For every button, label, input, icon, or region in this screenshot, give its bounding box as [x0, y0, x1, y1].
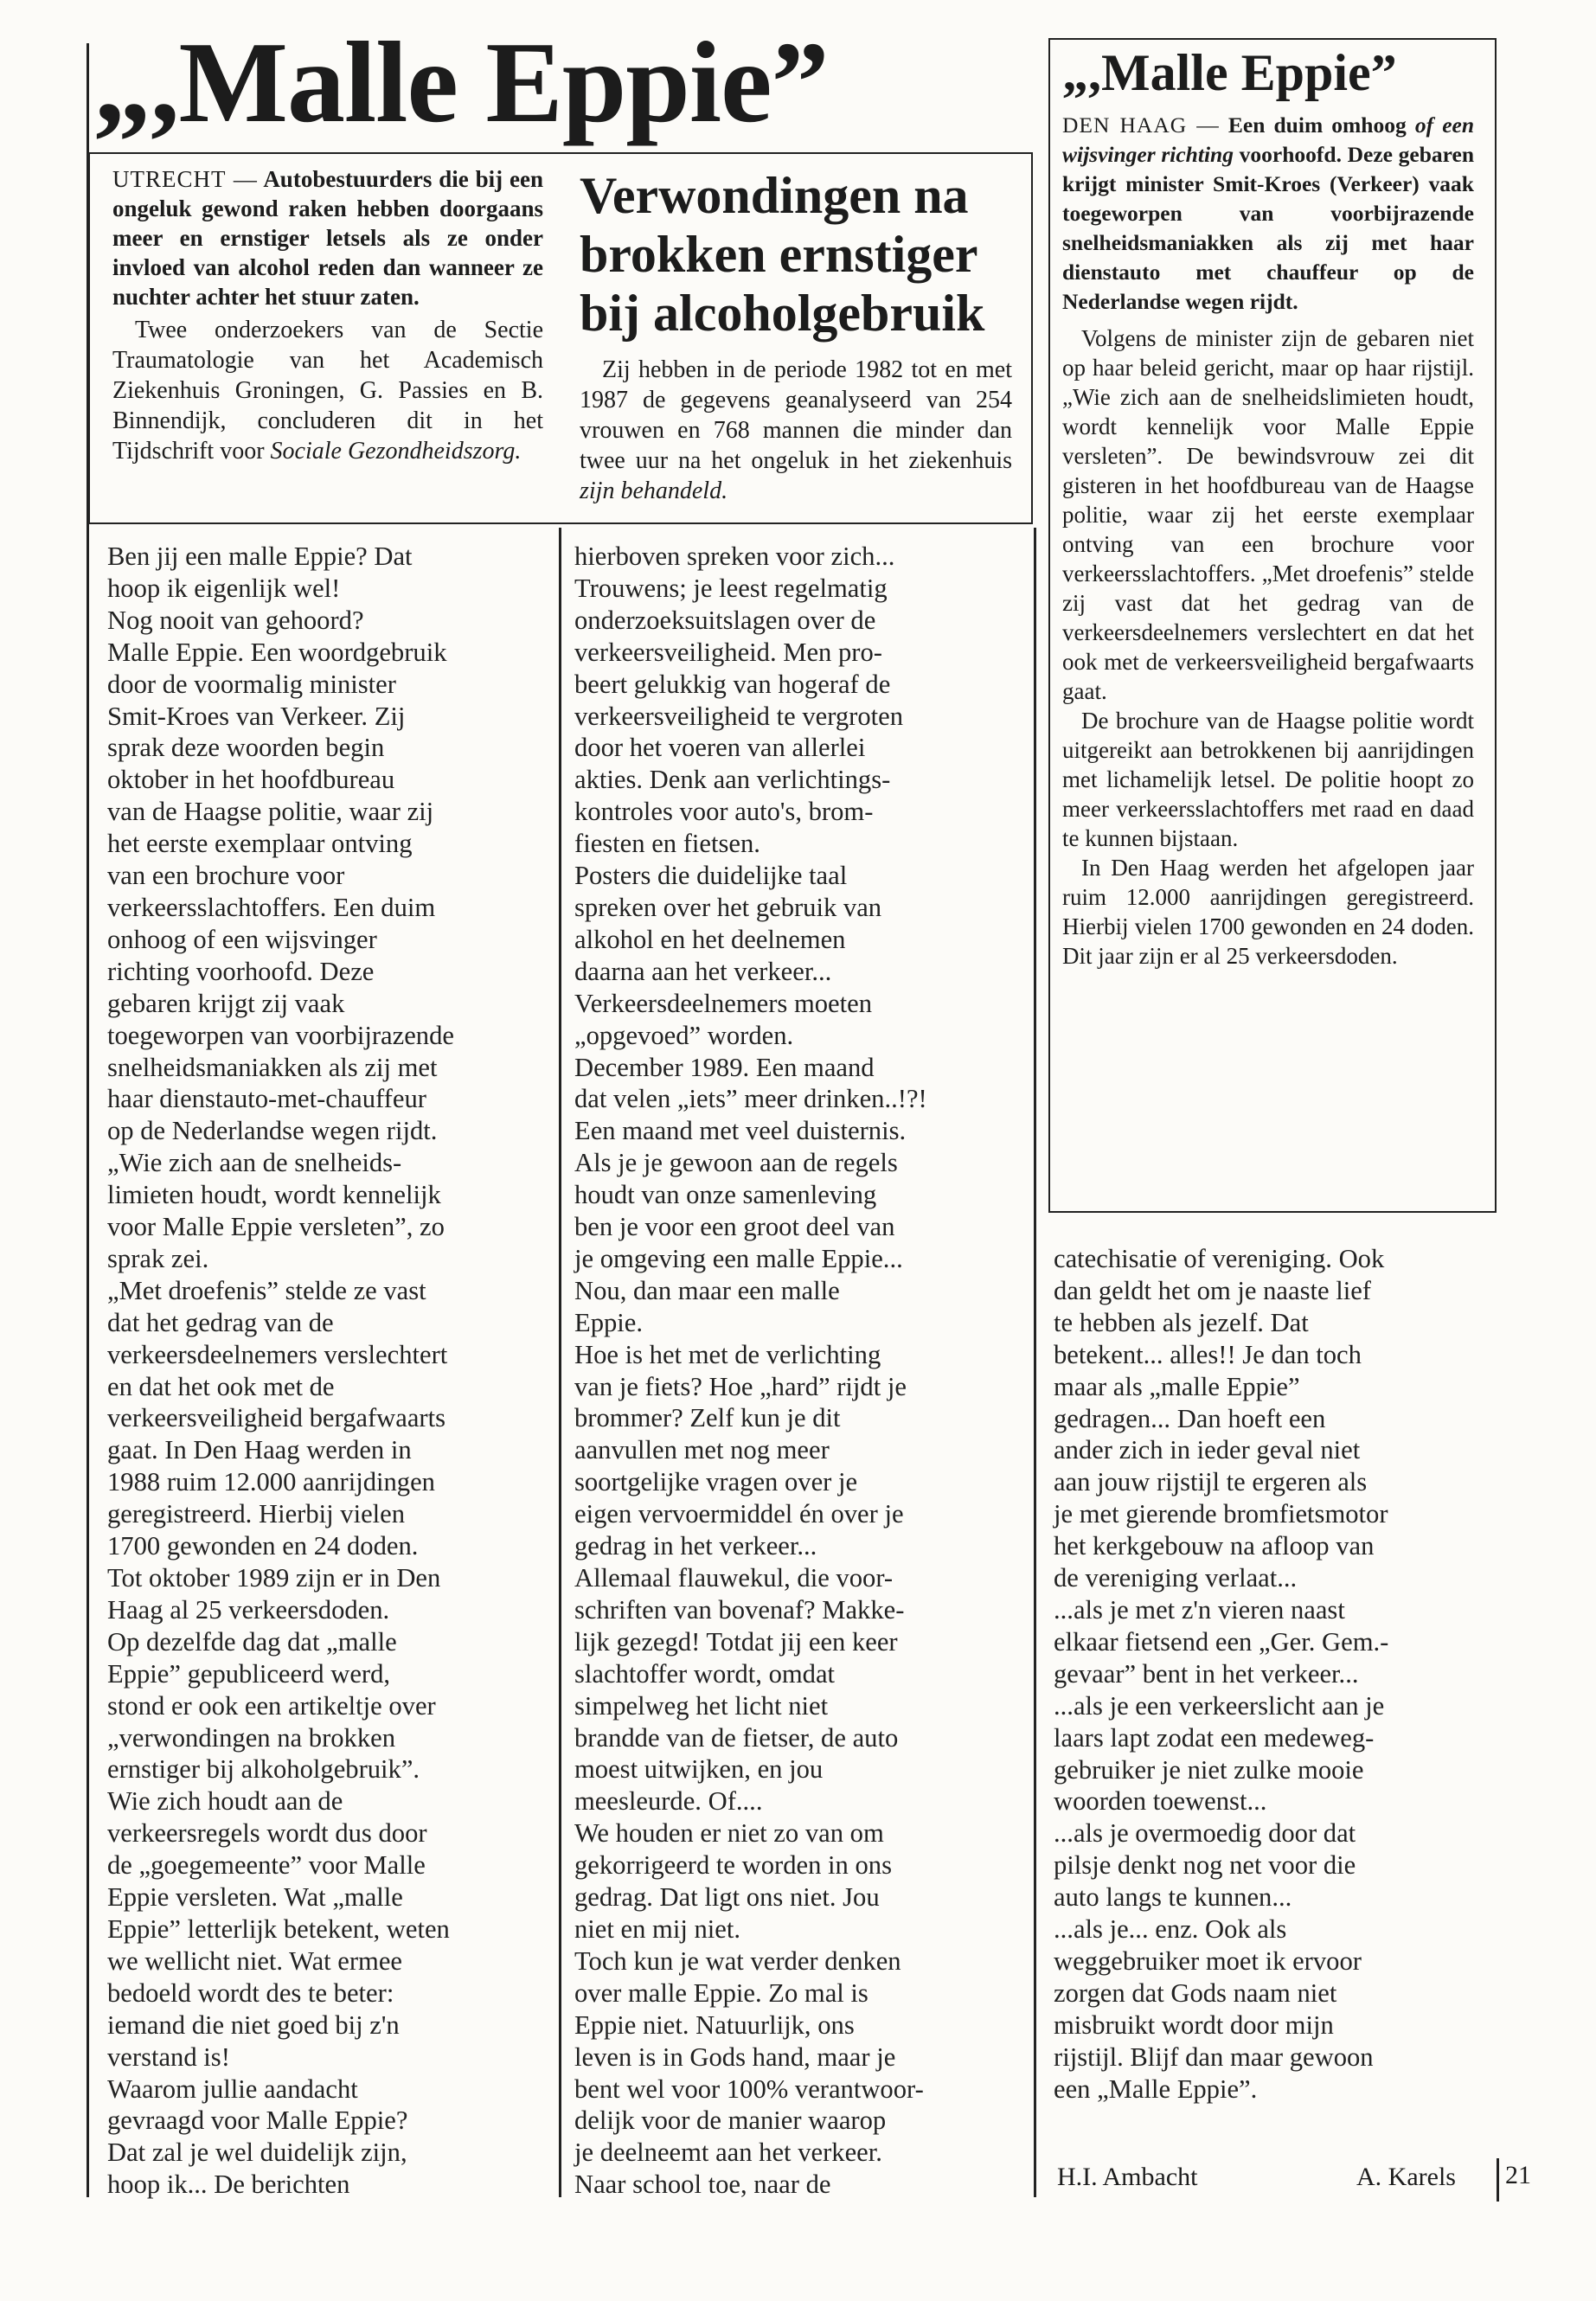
text-line: voor Malle Eppie versleten”, zo — [107, 1212, 445, 1242]
text-line: akties. Denk aan verlichtings- — [574, 765, 891, 795]
footer-place: H.I. Ambacht — [1057, 2163, 1198, 2191]
clipping-body-2-text: Zij hebben in de periode 1982 tot en met 1987 de gegevens geanalyseerd van 254 vrouwen en 768 mannen die minder dan twee uur na het ongeluk in het ziekenhuis — [580, 356, 1012, 474]
text-line: sprak zei. — [107, 1243, 209, 1273]
text-line: geregistreerd. Hierbij vielen — [107, 1499, 406, 1529]
text-line: rijstijl. Blijf dan maar gewoon — [1054, 2041, 1374, 2072]
sidebar-paragraph-3: In Den Haag werden het afgelopen jaar ruim 12.000 aanrijdingen geregistreerd. Hierbij vielen 1700 gewonden en 24 doden. Dit jaar zijn er al 25 verkeersdoden. — [1062, 855, 1474, 969]
text-line: Naar school toe, naar de — [574, 2170, 831, 2200]
text-line: over malle Eppie. Zo mal is — [574, 1977, 869, 2008]
text-line: verstand is! — [107, 2041, 230, 2072]
text-line: beert gelukkig van hogeraf de — [574, 669, 891, 699]
text-line: Posters die duidelijke taal — [574, 861, 848, 891]
text-line: December 1989. Een maand — [574, 1052, 875, 1082]
text-line: het kerkgebouw na afloop van — [1054, 1531, 1375, 1561]
text-line: hoop ik eigenlijk wel! — [107, 573, 341, 603]
text-line: verkeersveiligheid. Men pro- — [574, 637, 882, 667]
text-line: Smit-Kroes van Verkeer. Zij — [107, 701, 406, 731]
text-line: misbruikt wordt door mijn — [1054, 2009, 1334, 2040]
text-line: ...als je met z'n vieren naast — [1054, 1594, 1345, 1625]
text-line: lijk gezegd! Totdat jij een keer — [574, 1626, 898, 1657]
text-line: eigen vervoermiddel én over je — [574, 1499, 904, 1529]
text-line: gekorrigeerd te worden in ons — [574, 1850, 893, 1881]
text-line: van een brochure voor — [107, 861, 345, 891]
text-line: je met gierende bromfietsmotor — [1054, 1499, 1388, 1529]
article-column-3 — [1054, 1243, 1486, 2105]
clipping-body-2-italic: zijn behandeld. — [580, 478, 728, 504]
text-line: woorden toewenst... — [1054, 1786, 1267, 1817]
text-line: houdt van onze samenleving — [574, 1180, 877, 1210]
text-line: niet en mij niet. — [574, 1913, 741, 1944]
footer-author: A. Karels — [1356, 2163, 1456, 2191]
text-line: bedoeld wordt des te beter: — [107, 1977, 394, 2008]
clipping-body-2 — [580, 355, 1012, 506]
text-line: auto langs te kunnen... — [1054, 1882, 1292, 1913]
text-line: pilsje denkt nog net voor die — [1054, 1850, 1356, 1881]
text-line: kontroles voor auto's, brom- — [574, 797, 874, 827]
clipping-lead-text: Autobestuurders die bij een ongeluk gewond raken hebben doorgaans meer en ernstiger letsels als ze onder invloed van alcohol reden dan wanneer ze nuchter achter het stuur zaten. — [112, 166, 543, 310]
text-line: Eppie versleten. Wat „malle — [107, 1882, 403, 1913]
text-line: verkeersdeelnemers verslechtert — [107, 1339, 448, 1369]
text-line: ernstiger bij alkoholgebruik”. — [107, 1754, 420, 1785]
text-line: de vereniging verlaat... — [1054, 1563, 1298, 1593]
text-line: spreken over het gebruik van — [574, 892, 882, 922]
sidebar-title: „,Malle Eppie” — [1062, 44, 1397, 101]
sidebar-lead — [1062, 111, 1474, 317]
text-line: verkeersslachtoffers. Een duim — [107, 892, 436, 922]
clipping-lead-place: UTRECHT — — [112, 166, 258, 192]
text-line: hierboven spreken voor zich... — [574, 542, 895, 571]
text-line: Op dezelfde dag dat „malle — [107, 1626, 397, 1657]
text-line: gedragen... Dan hoeft een — [1054, 1403, 1326, 1433]
article-column-2 — [574, 541, 1024, 2201]
clipping-body-1-text: Twee onderzoekers van de Sectie Traumatologie van het Academisch Ziekenhuis Groningen, G. Passies en B. Binnendijk, concluderen dit in het Tijdschrift voor — [112, 317, 543, 465]
text-line: brommer? Zelf kun je dit — [574, 1403, 841, 1433]
text-line: richting voorhoofd. Deze — [107, 956, 375, 986]
text-line: toegeworpen van voorbijrazende — [107, 1020, 454, 1050]
text-line: simpelweg het licht niet — [574, 1690, 829, 1721]
text-line: soortgelijke vragen over je — [574, 1467, 858, 1497]
column-rule-1 — [559, 528, 561, 2197]
text-line: „opgevoed” worden. — [574, 1020, 794, 1050]
text-line: daarna aan het verkeer... — [574, 956, 832, 986]
text-line: elkaar fietsend een „Ger. Gem.- — [1054, 1626, 1389, 1657]
sidebar-inner — [1062, 44, 1475, 971]
text-line: Malle Eppie. Een woordgebruik — [107, 637, 447, 667]
text-line: gedrag. Dat ligt ons niet. Jou — [574, 1882, 880, 1913]
text-line: We houden er niet zo van om — [574, 1818, 884, 1849]
text-line: gedrag in het verkeer... — [574, 1531, 817, 1561]
text-line: moest uitwijken, en jou — [574, 1754, 824, 1785]
text-line: ...als je... enz. Ook als — [1054, 1914, 1287, 1945]
clipping-left-column — [112, 164, 543, 466]
text-line: gaat. In Den Haag werden in — [107, 1435, 412, 1465]
text-line: „verwondingen na brokken — [107, 1722, 396, 1753]
page-number: 21 — [1505, 2161, 1531, 2189]
text-line: door het voeren van allerlei — [574, 733, 866, 763]
text-line: fiesten en fietsen. — [574, 829, 760, 859]
text-line: te hebben als jezelf. Dat — [1054, 1307, 1309, 1337]
text-line: meesleurde. Of.... — [574, 1786, 763, 1817]
text-line: dan geldt het om je naaste lief — [1054, 1275, 1371, 1305]
text-line: Ben jij een malle Eppie? Dat — [107, 542, 413, 571]
text-line: onderzoeksuitslagen over de — [574, 605, 876, 635]
text-line: verkeersveiligheid bergafwaarts — [107, 1403, 446, 1433]
sidebar-paragraph-2: De brochure van de Haagse politie wordt uitgereikt aan betrokkenen bij aanrijdingen met lichamelijk letsel. De politie hoopt zo meer verkeersslachtoffers met raad en daad te kunnen bijstaan. — [1062, 708, 1474, 851]
text-line: iemand die niet goed bij z'n — [107, 2009, 400, 2040]
clipping-headline: Verwondingen na brokken ernstiger bij alcoholgebruik — [580, 167, 985, 342]
text-line: je omgeving een malle Eppie... — [574, 1243, 903, 1273]
text-line: Hoe is het met de verlichting — [574, 1339, 881, 1369]
news-clipping — [88, 152, 1033, 524]
text-line: we wellicht niet. Wat ermee — [107, 1945, 403, 1976]
text-line: 1988 ruim 12.000 aanrijdingen — [107, 1467, 435, 1497]
text-line: het eerste exemplaar ontving — [107, 829, 413, 859]
text-line: verkeersveiligheid te vergroten — [574, 701, 904, 731]
text-line: op de Nederlandse wegen rijdt. — [107, 1116, 438, 1146]
text-line: brandde van de fietser, de auto — [574, 1722, 899, 1753]
clipping-body-1 — [112, 315, 543, 466]
text-line: Een maand met veel duisternis. — [574, 1116, 907, 1146]
text-line: dat het gedrag van de — [107, 1307, 334, 1337]
text-line: onhoog of een wijsvinger — [107, 924, 377, 954]
text-line: Eppie. — [574, 1307, 644, 1337]
text-line: van de Haagse politie, waar zij — [107, 797, 434, 827]
text-line: schriften van bovenaf? Makke- — [574, 1594, 905, 1625]
sidebar-lead-text-1: Een duim omhoog — [1227, 112, 1407, 138]
text-line: haar dienstauto-met-chauffeur — [107, 1084, 426, 1114]
text-line: laars lapt zodat een medeweg- — [1054, 1722, 1375, 1753]
article-column-1 — [107, 541, 540, 2201]
clipping-right-column — [580, 166, 1012, 506]
text-line: maar als „malle Eppie” — [1054, 1371, 1300, 1401]
text-line: Nou, dan maar een malle — [574, 1275, 840, 1305]
text-line: door de voormalig minister — [107, 669, 396, 699]
text-line: Trouwens; je leest regelmatig — [574, 573, 888, 603]
text-line: „Met droefenis” stelde ze vast — [107, 1275, 426, 1305]
page-title: „,Malle Eppie” — [93, 18, 829, 146]
text-line: leven is in Gods hand, maar je — [574, 2041, 896, 2072]
text-line: gevraagd voor Malle Eppie? — [107, 2106, 408, 2136]
text-line: gevaar” bent in het verkeer... — [1054, 1658, 1359, 1689]
text-line: weggebruiker moet ik ervoor — [1054, 1945, 1362, 1976]
page-number-rule — [1497, 2158, 1499, 2202]
column-rule-2 — [1034, 528, 1036, 2197]
text-line: Tot oktober 1989 zijn er in Den — [107, 1563, 441, 1593]
text-line: betekent... alles!! Je dan toch — [1054, 1339, 1362, 1369]
text-line: gebaren krijgt zij vaak — [107, 988, 345, 1018]
text-line: Als je je gewoon aan de regels — [574, 1148, 898, 1178]
text-line: Nog nooit van gehoord? — [107, 605, 364, 635]
clipping-body-1-italic: Sociale Gezondheidszorg. — [270, 438, 522, 465]
clipping-lead — [112, 164, 543, 311]
sidebar-clipping — [1048, 38, 1497, 1213]
text-line: je deelneemt aan het verkeer. — [574, 2138, 882, 2168]
text-line: aan jouw rijstijl te ergeren als — [1054, 1467, 1368, 1497]
text-line: Eppie” letterlijk betekent, weten — [107, 1913, 450, 1944]
sidebar-paragraph-1: Volgens de minister zijn de gebaren niet op haar beleid gericht, maar op haar rijstijl. „Wie zich aan de snelheidslimieten houdt, wordt kennelijk voor Malle Eppie versleten”. De bewindsvrouw zei dit gisteren in het hoofdbureau van de Haagse politie, waar zij het eerste exemplaar ontving van een brochure voor verkeersslachtoffers. „Met droefenis” stelde zij vast dat het gedrag van de verkeersdeelnemers verslechtert en dat het ook met de verkeersveiligheid bergafwaarts gaat. — [1062, 325, 1474, 704]
text-line: ander zich in ieder geval niet — [1054, 1435, 1361, 1465]
text-line: Haag al 25 verkeersdoden. — [107, 1594, 390, 1625]
text-line: slachtoffer wordt, omdat — [574, 1658, 836, 1689]
text-line: Dat zal je wel duidelijk zijn, — [107, 2138, 407, 2168]
sidebar-lead-italic: of een wijsvinger richting — [1062, 112, 1475, 167]
text-line: ben je voor een groot deel van — [574, 1212, 895, 1242]
text-line: en dat het ook met de — [107, 1371, 335, 1401]
text-line: verkeersregels wordt dus door — [107, 1818, 427, 1849]
text-line: gebruiker je niet zulke mooie — [1054, 1754, 1364, 1785]
text-line: een „Malle Eppie”. — [1054, 2073, 1258, 2104]
text-line: catechisatie of vereniging. Ook — [1054, 1244, 1385, 1273]
text-line: hoop ik... De berichten — [107, 2170, 350, 2200]
sidebar-lead-place: DEN HAAG — — [1062, 112, 1220, 138]
text-line: sprak deze woorden begin — [107, 733, 385, 763]
text-line: aanvullen met nog meer — [574, 1435, 830, 1465]
text-line: van je fiets? Hoe „hard” rijdt je — [574, 1371, 907, 1401]
text-line: Toch kun je wat verder denken — [574, 1945, 901, 1976]
text-line: oktober in het hoofdbureau — [107, 765, 395, 795]
text-line: dat velen „iets” meer drinken..!?! — [574, 1084, 927, 1114]
text-line: zorgen dat Gods naam niet — [1054, 1977, 1337, 2008]
text-line: „Wie zich aan de snelheids- — [107, 1148, 402, 1178]
text-line: ...als je overmoedig door dat — [1054, 1818, 1356, 1849]
text-line: alkohol en het deelnemen — [574, 924, 846, 954]
text-line: Verkeersdeelnemers moeten — [574, 988, 873, 1018]
text-line: 1700 gewonden en 24 doden. — [107, 1531, 419, 1561]
text-line: Waarom jullie aandacht — [107, 2073, 358, 2104]
text-line: stond er ook een artikeltje over — [107, 1690, 436, 1721]
text-line: delijk voor de manier waarop — [574, 2106, 887, 2136]
text-line: Eppie” gepubliceerd werd, — [107, 1658, 391, 1689]
text-line: bent wel voor 100% verantwoor- — [574, 2073, 924, 2104]
text-line: limieten houdt, wordt kennelijk — [107, 1180, 441, 1210]
text-line: ...als je een verkeerslicht aan je — [1054, 1690, 1385, 1721]
text-line: Allemaal flauwekul, die voor- — [574, 1563, 894, 1593]
text-line: Eppie niet. Natuurlijk, ons — [574, 2009, 855, 2040]
text-line: snelheidsmaniakken als zij met — [107, 1052, 438, 1082]
sidebar-lead-text-2: voorhoofd. Deze gebaren krijgt minister Smit-Kroes (Verkeer) vaak toegeworpen van voorbijrazende snelheidsmaniakken als zij met haar dienstauto met chauffeur op de Nederlandse wegen rijdt. — [1062, 142, 1475, 314]
text-line: Wie zich houdt aan de — [107, 1786, 343, 1817]
text-line: de „goegemeente” voor Malle — [107, 1850, 426, 1881]
